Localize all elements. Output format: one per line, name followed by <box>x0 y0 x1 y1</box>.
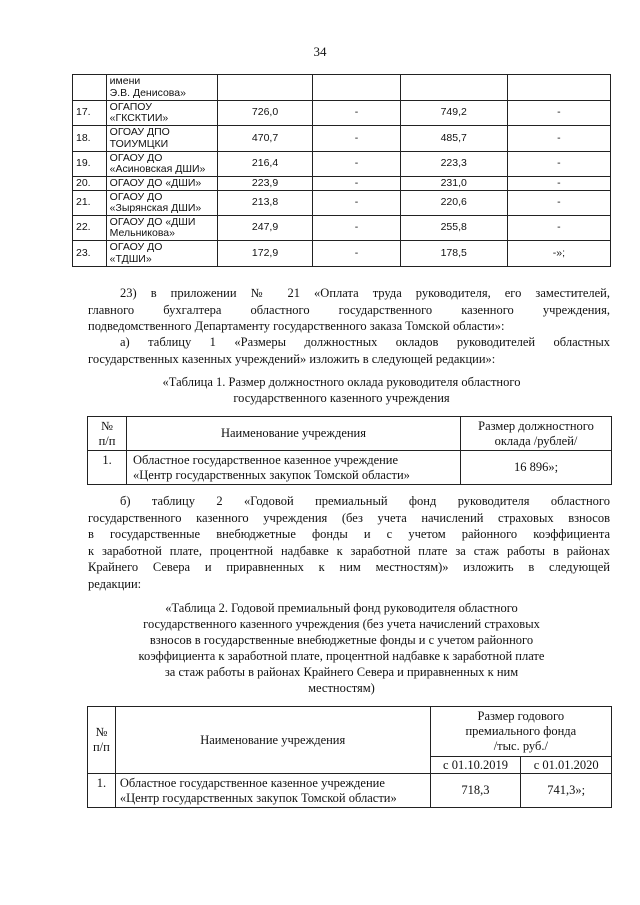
table-row <box>73 75 611 101</box>
row-name-line: ОГАПОУ <box>109 100 152 113</box>
dash-cell: - <box>313 177 400 191</box>
row-number: 17. <box>73 101 107 126</box>
institutions-table <box>72 74 611 267</box>
dash-cell: - <box>507 177 610 191</box>
header-size <box>430 707 611 757</box>
header-text: № <box>95 725 108 739</box>
caption-line: взносов в государственные внебюджетные фонды и с учетом районного <box>149 633 534 647</box>
text-line: подведомственного Департаменту государственного заказа Томской области»: <box>88 319 505 333</box>
row-number: 18. <box>73 126 107 152</box>
caption-line: государственного казенного учреждения <box>233 391 450 405</box>
header-text: п/п <box>92 740 110 754</box>
header-size <box>461 417 612 451</box>
row-name-line: «Центр государственных закупок Томской области» <box>133 467 410 482</box>
header-text: Размер должностного <box>478 418 594 433</box>
value-2020: 485,7 <box>400 126 507 152</box>
dash-cell: - <box>313 126 400 152</box>
table-header-row <box>88 707 612 757</box>
row-name-line: «Центр государственных закупок Томской области» <box>119 790 397 805</box>
caption-line: государственного казенного учреждения (без учета начислений страховых <box>143 617 540 631</box>
row-name-line: «Асиновская ДШИ» <box>109 163 206 175</box>
header-date-2020: с 01.01.2020 <box>521 757 612 774</box>
text-line: к заработной плате, процентной надбавке к заработной плате за стаж работы в районах <box>88 543 610 558</box>
value-2020: 223,3 <box>400 152 507 177</box>
row-name <box>115 774 430 808</box>
row-name-line: имени <box>109 75 141 87</box>
header-text: Размер годового <box>477 709 565 723</box>
row-name <box>127 451 461 485</box>
table-row <box>73 177 611 191</box>
row-number: 1. <box>88 451 127 485</box>
row-name <box>106 191 217 216</box>
dash-cell: - <box>507 216 610 241</box>
caption-line: коэффициента к заработной плате, процентной надбавке к заработной плате <box>138 649 545 663</box>
value-2019: 470,7 <box>217 126 313 152</box>
dash-cell: - <box>313 191 400 216</box>
paragraph-b <box>88 493 610 592</box>
row-name-line: ОГАОУ ДО «ДШИ <box>109 215 196 228</box>
row-value-2020: 741,3»; <box>521 774 612 808</box>
header-text: оклада /рублей/ <box>494 433 578 448</box>
row-number: 21. <box>73 191 107 216</box>
row-name <box>106 177 217 191</box>
value-2020: 178,5 <box>400 241 507 267</box>
paragraph-a <box>88 334 610 367</box>
table-row <box>73 191 611 216</box>
row-name-line: ОГАОУ ДО «ДШИ» <box>109 176 202 189</box>
row-name-line: ТОИУМЦКИ <box>109 137 169 150</box>
dash-cell: - <box>313 152 400 177</box>
row-name-line: Мельникова» <box>109 227 175 239</box>
row-value: 16 896»; <box>461 451 612 485</box>
row-name-line: «Зырянская ДШИ» <box>109 202 202 214</box>
value-2019: 726,0 <box>217 101 313 126</box>
salary-table <box>87 416 612 485</box>
table-row <box>88 451 612 485</box>
value-2019: 213,8 <box>217 191 313 216</box>
page-number: 34 <box>313 44 327 59</box>
row-name-line: Областное государственное казенное учреждение <box>119 775 385 790</box>
row-name-line: Областное государственное казенное учреждение <box>133 452 399 467</box>
table2-caption <box>72 600 611 696</box>
dash-cell: - <box>507 152 610 177</box>
text-line: главного бухгалтера областного государственного казенного учреждения, <box>88 302 610 317</box>
value-2019: 223,9 <box>217 177 313 191</box>
value-2020: 231,0 <box>400 177 507 191</box>
text-line: б) таблицу 2 «Годовой премиальный фонд руководителя областного <box>120 494 610 508</box>
bonus-fund-table <box>87 706 612 808</box>
caption-line: за стаж работы в районах Крайнего Севера и приравненных к ним <box>164 665 519 679</box>
header-num <box>88 707 116 774</box>
table-row <box>88 774 612 808</box>
dash-cell: -»; <box>507 241 610 267</box>
dash-cell: - <box>507 126 610 152</box>
row-name-line: Э.В. Денисова» <box>109 86 186 99</box>
row-name <box>106 152 217 177</box>
value-2020: 255,8 <box>400 216 507 241</box>
header-date-2019: с 01.10.2019 <box>430 757 521 774</box>
value-2019: 216,4 <box>217 152 313 177</box>
table-header-row <box>88 417 612 451</box>
dash-cell: - <box>507 101 610 126</box>
dash-cell: - <box>313 101 400 126</box>
row-number: 22. <box>73 216 107 241</box>
dash-cell: - <box>507 191 610 216</box>
row-name <box>106 216 217 241</box>
row-name-line: ОГОАУ ДПО <box>109 126 170 138</box>
text-line: редакции: <box>88 576 142 591</box>
table-row <box>73 216 611 241</box>
text-line: государственных казенных учреждений» изложить в следующей редакции»: <box>88 351 496 366</box>
text-line: 23) в приложении № 21 «Оплата труда руководителя, его заместителей, <box>120 286 610 300</box>
table-row <box>73 101 611 126</box>
text-line: а) таблицу 1 «Размеры должностных окладов руководителей областных <box>120 335 610 349</box>
header-num <box>88 417 127 451</box>
table1-caption <box>72 374 611 406</box>
paragraph-23 <box>88 285 610 335</box>
row-name <box>106 75 217 101</box>
table-row <box>73 152 611 177</box>
caption-line: «Таблица 1. Размер должностного оклада руководителя областного <box>162 375 521 389</box>
text-line: Крайнего Севера и приравненных к ним местностям)» изложить в следующей <box>88 560 610 574</box>
row-name <box>106 241 217 267</box>
value-2019: 247,9 <box>217 216 313 241</box>
header-text: № <box>101 418 113 433</box>
caption-line: «Таблица 2. Годовой премиальный фонд руководителя областного <box>165 601 518 615</box>
row-name-line: ОГАОУ ДО <box>109 151 163 164</box>
row-number <box>73 75 107 101</box>
header-name: Наименование учреждения <box>127 417 461 451</box>
header-text: премиального фонда <box>465 724 577 738</box>
row-name <box>106 101 217 126</box>
text-line: государственного казенного учреждения (без учета начислений страховых взносов <box>88 510 610 525</box>
row-name-line: ОГАОУ ДО <box>109 190 163 203</box>
table-row <box>73 126 611 152</box>
row-number: 1. <box>88 774 116 808</box>
header-text: /тыс. руб./ <box>493 739 548 753</box>
row-name-line: «ГКСКТИИ» <box>109 112 169 124</box>
table-row <box>73 241 611 267</box>
header-name: Наименование учреждения <box>115 707 430 774</box>
row-value-2019: 718,3 <box>430 774 521 808</box>
row-number: 20. <box>73 177 107 191</box>
value-2019: 172,9 <box>217 241 313 267</box>
text-line: в государственные внебюджетные фонды и с учетом районного коэффициента <box>88 527 610 541</box>
dash-cell: - <box>313 216 400 241</box>
row-name-line: «ТДШИ» <box>109 252 152 265</box>
value-2020: 749,2 <box>400 101 507 126</box>
dash-cell: - <box>313 241 400 267</box>
row-number: 19. <box>73 152 107 177</box>
row-number: 23. <box>73 241 107 267</box>
value-2020: 220,6 <box>400 191 507 216</box>
row-name <box>106 126 217 152</box>
caption-line: местностям) <box>308 681 375 695</box>
header-text: п/п <box>98 433 116 448</box>
row-name-line: ОГАОУ ДО <box>109 241 163 253</box>
